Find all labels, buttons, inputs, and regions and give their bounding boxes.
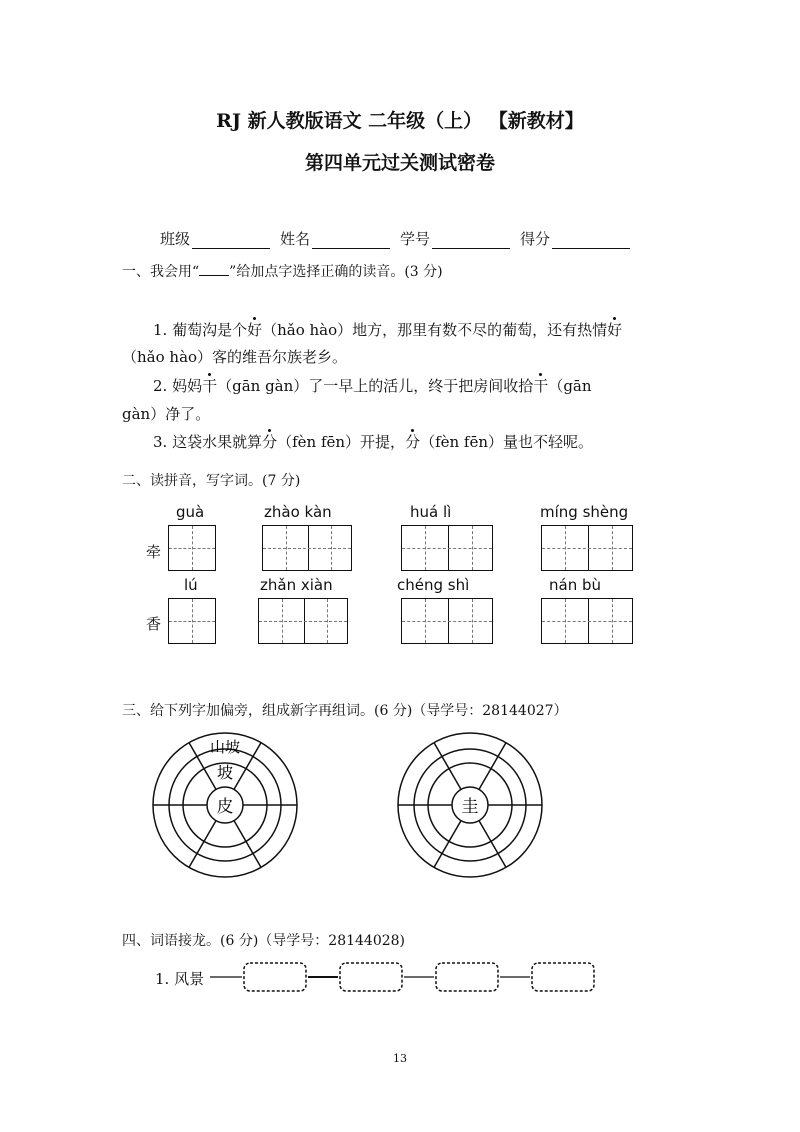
answer-box-gua[interactable]	[168, 525, 216, 571]
page-number: 13	[393, 1052, 407, 1065]
title-line-1: RJ 新人教版语文 二年级（上） 【新教材】	[216, 110, 584, 132]
title-line-2: 第四单元过关测试密卷	[304, 152, 495, 174]
answer-box-zhanxian[interactable]	[258, 598, 348, 644]
q4-item-1-label: 1. 风景	[155, 970, 205, 988]
example-char-po: 坡	[216, 763, 234, 782]
student-info	[160, 228, 630, 249]
pinyin-nanbu: nán bù	[549, 576, 602, 594]
chain-box-3	[436, 963, 498, 991]
answer-box-mingsheng[interactable]	[541, 525, 633, 571]
q3-heading: 三、给下列字加偏旁，组成新字再组词。(6 分)（导学号：28144027）	[122, 703, 568, 719]
pinyin-zhaokan: zhào kàn	[264, 503, 332, 521]
student-number-field[interactable]: 学号	[400, 228, 510, 249]
q1-item-1-line-1: 1. 葡萄沟是个好（hǎo hào）地方，那里有数不尽的葡萄，还有热情好	[153, 321, 623, 339]
pinyin-zhanxian: zhǎn xiàn	[260, 576, 333, 594]
radical-wheel-pi[interactable]	[150, 730, 300, 880]
center-char-pi: 皮	[216, 797, 234, 817]
chain-box-4	[532, 963, 594, 991]
center-char-gui: 圭	[461, 797, 479, 817]
q1-item-1-line-2: （hǎo hào）客的维吾尔族老乡。	[122, 348, 348, 366]
q2-heading: 二、读拼音，写字词。(7 分)	[122, 473, 301, 489]
pinyin-chengshi: chéng shì	[397, 576, 470, 594]
answer-box-huali[interactable]	[401, 525, 493, 571]
q1-heading: 一、我会用“ ”给加点字选择正确的读音。(3 分)	[122, 264, 443, 280]
radical-wheel-gui[interactable]	[395, 730, 545, 880]
q1-item-2-line-2: gàn）净了。	[122, 405, 211, 423]
pinyin-huali: huá lì	[410, 503, 452, 521]
chain-box-2	[340, 963, 402, 991]
example-word-shanpo: 山坡	[209, 738, 241, 756]
prefix-qian: 牵	[146, 543, 162, 561]
name-field[interactable]: 姓名	[280, 228, 390, 249]
word-chain	[210, 958, 600, 994]
pinyin-lu: lú	[184, 576, 198, 594]
score-field[interactable]: 得分	[520, 228, 630, 249]
q4-heading: 四、词语接龙。(6 分)（导学号：28144028)	[122, 933, 406, 949]
q1-item-3-line-1: 3. 这袋水果就算分（fèn fēn）开提，分（fèn fēn）量也不轻呢。	[153, 433, 594, 451]
answer-box-lu[interactable]	[168, 598, 216, 644]
pinyin-gua: guà	[176, 503, 205, 521]
q1-item-2-line-1: 2. 妈妈干（gān gàn）了一早上的活儿，终于把房间收拾干（gān	[153, 377, 592, 395]
answer-box-nanbu[interactable]	[541, 598, 633, 644]
prefix-xiang: 香	[146, 615, 162, 633]
answer-box-zhaokan[interactable]	[262, 525, 352, 571]
chain-box-1	[244, 963, 306, 991]
pinyin-mingsheng: míng shèng	[540, 503, 629, 521]
class-field[interactable]: 班级	[160, 228, 270, 249]
answer-box-chengshi[interactable]	[401, 598, 493, 644]
